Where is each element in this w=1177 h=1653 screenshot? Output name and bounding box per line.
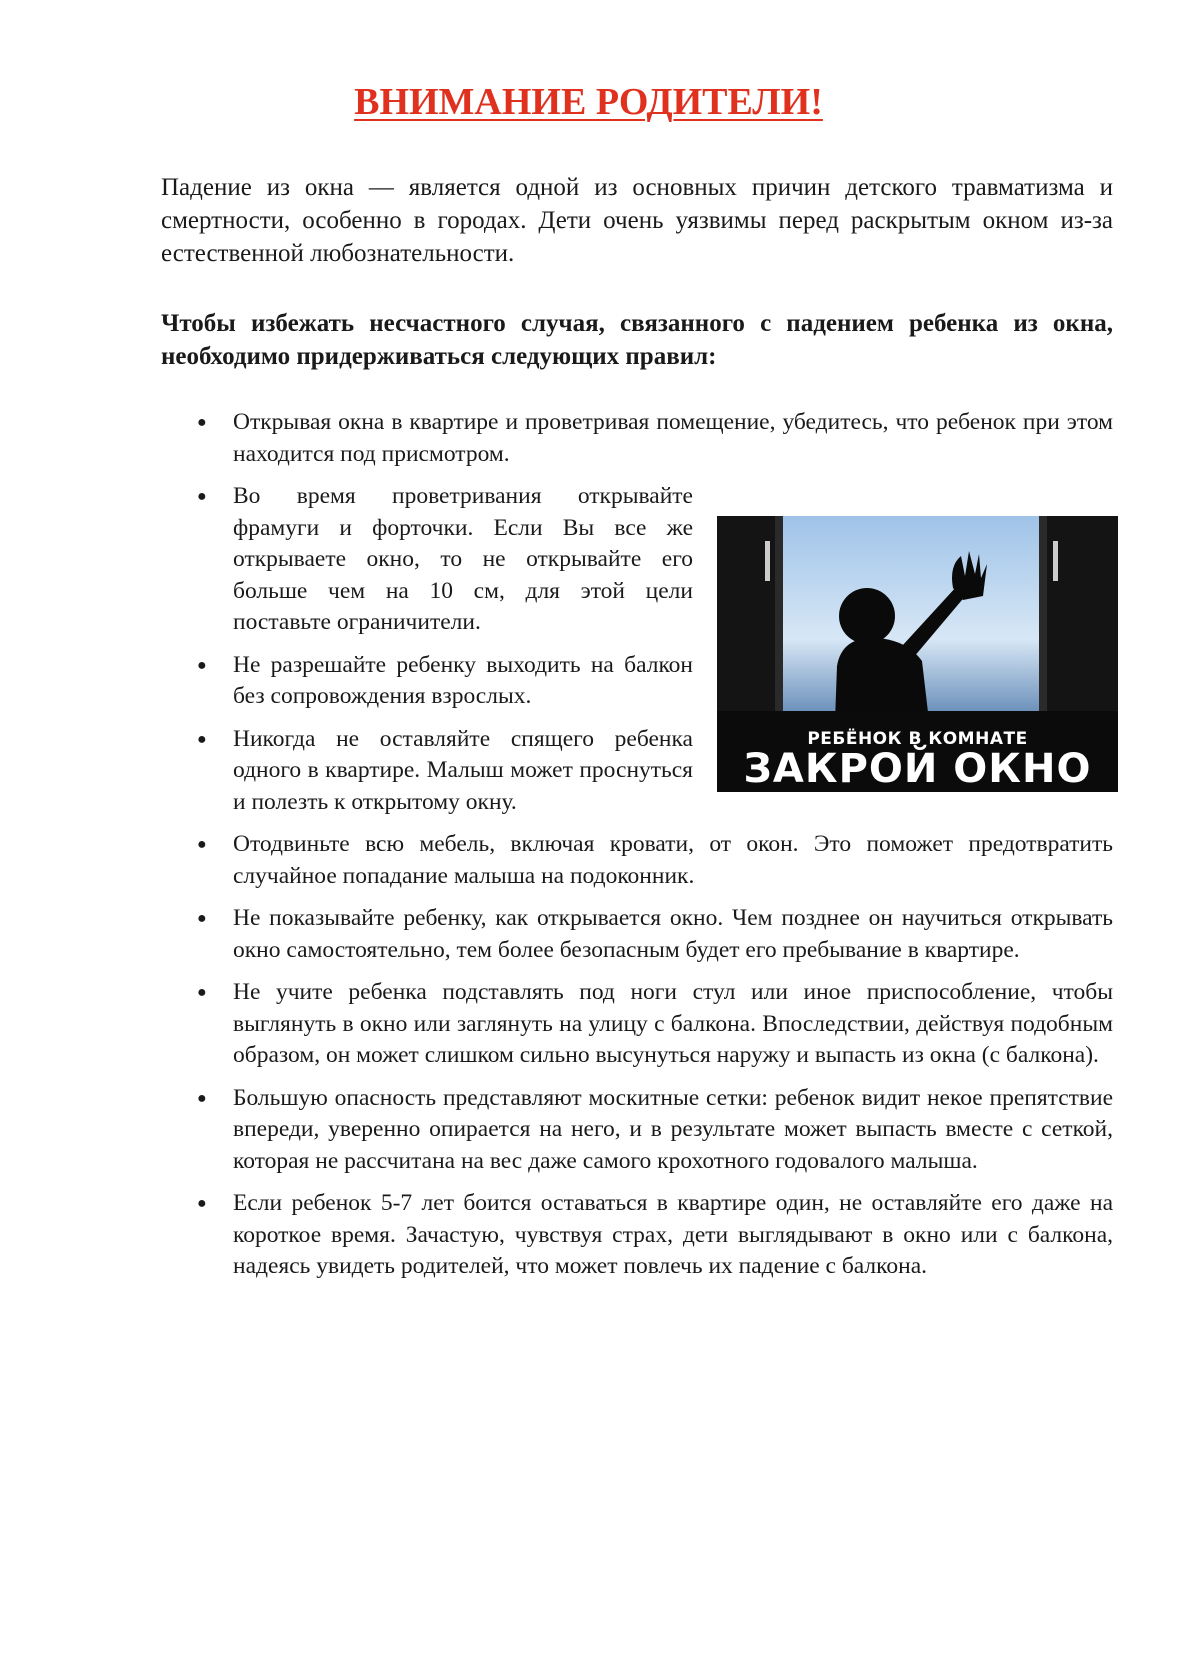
bullet-icon: ● [197,656,207,674]
rule-item: ● Большую опасность представляют москитные сетки: ребенок видит некое препятствие впереди, уверенно опирается на него, и в результате может выпасть вместе с сеткой, которая не рассчитана на вес даже самого крохотного годовалого малыша. [197,1084,1113,1174]
rules-heading: Чтобы избежать несчастного случая, связанного с падением ребенка из окна, необходимо придерживаться следующих правил: [161,310,1113,370]
bullet-icon: ● [197,488,207,505]
rule-item: ● Не разрешайте ребенку выходить на балкон без сопровождения взрослых. [197,651,693,709]
rule-item: ● Никогда не оставляйте спящего ребенка одного в квартире. Малыш может проснуться и полезть к открытому окну. [197,725,693,815]
rule-item: ● Открывая окна в квартире и проветривая помещение, убедитесь, что ребенок при этом находится под присмотром. [197,409,1113,467]
rule-item: ● Если ребенок 5-7 лет боится оставаться в квартире один, не оставляйте его даже на короткое время. Зачастую, чувствуя страх, дети выглядывают в окно или с балкона, надеясь увидеть родителей, что может повлечь их падение с балкона. [197,1190,1113,1279]
rule-item: ● Во время проветривания открывайте фрамуги и форточки. Если Вы все же открываете окно, то не открывайте его больше чем на 10 см, для этой цели поставьте ограничители. [161,481,1113,639]
bullet-icon: ● [197,1089,207,1107]
rule-item: ● Не показывайте ребенку, как открывается окно. Чем позднее он научиться открывать окно самостоятельно, тем более безопасным будет его пребывание в квартире. [197,905,1113,963]
bullet-icon: ● [197,836,207,853]
bullet-icon: ● [197,910,207,927]
intro-paragraph: Падение из окна — является одной из основных причин детского травматизма и смертности, особенно в городах. Дети очень уязвимы перед раскрытым окном из-за естественной любознательности. [161,174,1113,267]
bullet-icon: ● [197,984,207,1001]
poster-caption-top: РЕБЁНОК В КОМНАТЕ [807,729,1028,749]
poster-caption-main: ЗАКРОЙ ОКНО [743,746,1092,792]
bullet-icon: ● [197,730,207,748]
rule-item: ● Отодвиньте всю мебель, включая кровати, от окон. Это поможет предотвратить случайное попадание малыша на подоконник. [197,831,1113,889]
bullet-icon: ● [197,414,207,431]
window-safety-poster [717,516,1118,792]
bullet-icon: ● [197,1195,207,1212]
rule-item: ● Не учите ребенка подставлять под ноги стул или иное приспособление, чтобы выглянуть в окно или заглянуть на улицу с балкона. Впоследствии, действуя подобным образом, он может слишком сильно высунуться наружу и выпасть из окна (с балкона). [197,979,1113,1068]
page-title: ВНИМАНИЕ РОДИТЕЛИ! [354,81,823,123]
